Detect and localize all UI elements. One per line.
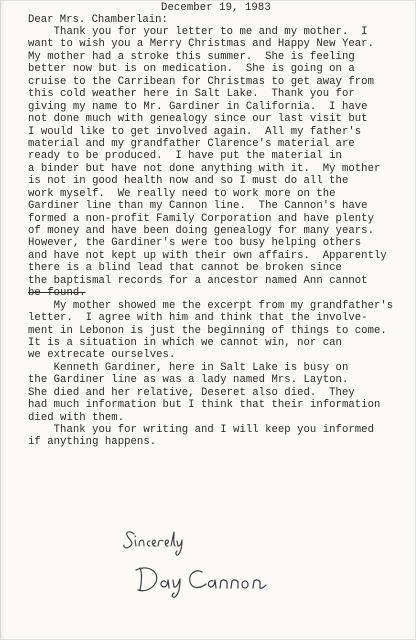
signature-drawing [120,520,320,600]
closing-handwriting [124,532,182,555]
letter-line: not done much with genealogy since our last visit but [28,113,368,126]
letter-line: the Gardiner line as was a lady named Mrs. Layton. [28,374,349,387]
letter-line: died with them. [28,411,125,424]
letter-line: there is a blind lead that cannot be broken since [28,262,342,275]
letter-line: Thank you for your letter to me and my mother. I [28,26,368,38]
signature-handwriting [136,568,266,597]
letter-line: formed a non-profit Family Corporation and have plenty [28,212,374,225]
letter-line: My mother had a stroke this summer. She is feeling [28,50,355,63]
letter-line: Kenneth Gardiner, here in Salt Lake is busy on [28,361,349,374]
letter-body [28,26,414,449]
letter-line: Thank you for writing and I will keep you informed [28,424,374,436]
letter-line: It is a situation in which we cannot win, nor can [28,336,342,349]
letter-salutation: Dear Mrs. Chamberlain: [28,14,168,26]
letter-line: a binder but have not done anything with it. My mother [28,162,381,175]
letter-line: giving my name to Mr. Gardiner in California. I have [28,100,368,113]
letter-line: better now but is on medication. She is going on a [28,63,355,76]
letter-line: this cold weather here in Salt Lake. Thank you for [28,88,355,101]
letter-line: if anything happens. [28,436,157,449]
letter-line: want to wish you a Merry Christmas and Happy New Year. [28,38,374,51]
letter-line: My mother showed me the excerpt from my grandfather's [28,299,394,312]
letter-line: we extrecate ourselves. [28,349,176,362]
letter-line: the baptismal records for a ancestor named Ann cannot [28,274,368,287]
letter-line: Gardiner line than my Cannon line. The Cannon's have [28,200,368,213]
letter-line: ready to be produced. I have put the material in [28,150,342,163]
letter-line: She died and her relative, Deseret also died. They [28,386,355,399]
letter-line: of money and have been doing genealogy for many years. [28,225,374,237]
letter-line: ment in Lebonon is just the beginning of things to come. [28,324,387,337]
letter-date: December 19, 1983 [161,2,271,14]
letter-line: However, the Gardiner's were too busy helping others [28,237,362,250]
letter-line: material and my grandfather Clarence's material are [28,137,355,150]
handwritten-signature [120,520,320,600]
letter-line: work myself. We really need to work more on the [28,187,336,200]
letter-line: cruise to the Carribean for Christmas to get away from [28,75,374,88]
letter-line: and have not kept up with their own affairs. Apparently [28,249,387,262]
letter-line: had much information but I think that their information [28,399,381,412]
letter-line: is not in good health now and so I must do all the [28,175,349,188]
letter-line: letter. I agree with him and think that the involve- [28,312,368,325]
letter-line: I would like to get involved again. All my father's [28,125,362,138]
page-edge-shadow [0,0,6,640]
letter-line-struck: be found. [28,287,86,300]
